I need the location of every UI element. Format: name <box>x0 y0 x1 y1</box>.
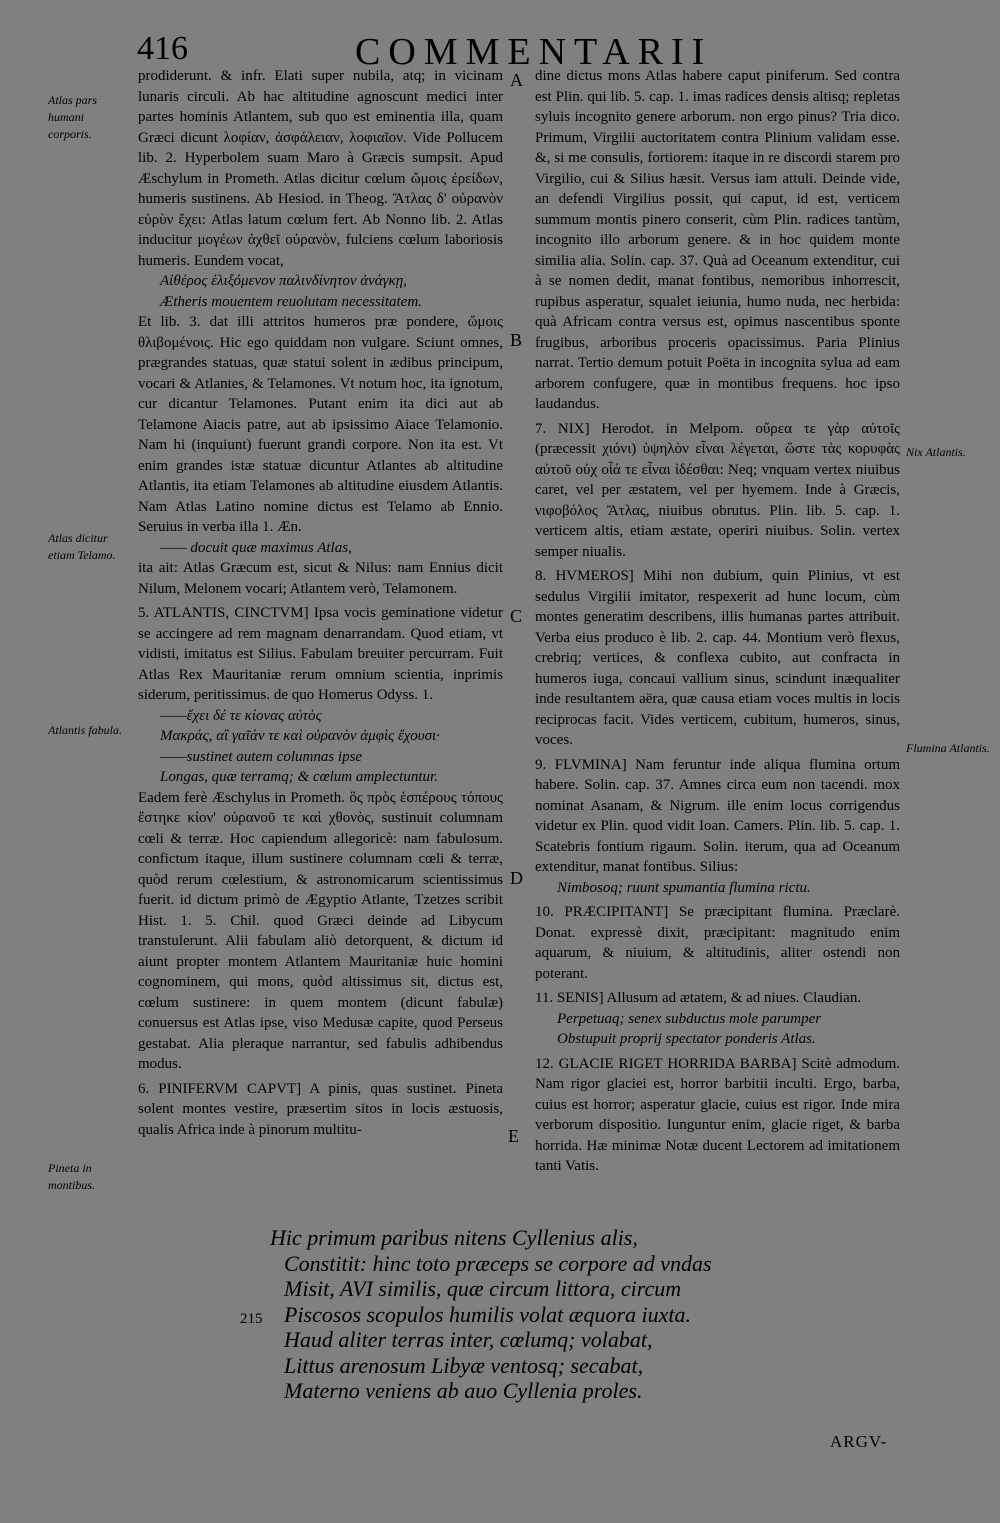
margin-note-flumina-atlantis: Flumina Atlantis. <box>906 741 990 755</box>
quoted-verse: Αἰθέρος ἑλιξόμενον παλινδίνητον ἀνάγκῃ, <box>160 273 407 289</box>
commentary-paragraph: 7. NIX] Herodot. in Melpom. οὔρεα τε γὰρ αὐτοῖς (præcessit χιόνι) ὑψηλὸν εἶναι λέγεται, ὥστε τὰς κορυφὰς αὐτοῦ οὐχ οἷά τε εἶναι ἰδέσθαι: Neq; vnquam vertex niuibus caret, vel per æstatem, vel per hyemem. Inde à Græcis, νιφοβόλος Ἄτλας, niuibus obrutus. Plin. lib. 5. cap. 1. verticem altis, etiam æstate, operiri niuibus. Solin. vertex semper niualis. <box>535 420 900 560</box>
commentary-paragraph: prodiderunt. & infr. Elati super nubila, atq; in vicinam lunaris circuli. Ab hac altitudine agnoscunt medici inter partes hominis Atlantem, sub quo est eminentia illa, quam Græci dicunt λοφίαν, ἀσφάλειαν, λοφιαῖον. Vide Pollucem lib. 2. Hyperbolem suam Maro à Græcis sumpsit. Apud Æschylum in Prometh. Atlas dicitur cœlum ὤμοις ἐρείδων, humeris sustinens. Ab Hesiod. in Theog. Ἄτλας δ' οὐρανὸν εὐρὺν ἔχει: Atlas latum cœlum fert. Ab Nonno lib. 2. Atlas inducitur μογέων ἀχθεῖ οὐρανὸν, fulciens cœlum laboriosis humeris. Eundem vocat, <box>138 68 503 269</box>
poem-line: Constitit: hinc toto præceps se corpore ad vndas <box>284 1250 712 1276</box>
commentary-paragraph: ita ait: Atlas Græcum est, sicut & Nilus: nam Ennius dicit Nilum, Melonem vocari; Atlantem verò, Telamonem. <box>138 560 503 597</box>
page-number: 416 <box>137 30 188 67</box>
quoted-verse: Ætheris mouentem reuolutam necessitatem. <box>160 293 422 310</box>
commentary-paragraph: Eadem ferè Æschylus in Prometh. ὃς πρὸς ἑσπέρους τόπους ἕστηκε κίον' οὐρανοῦ τε καὶ χθονὸς, sustinuit columnam cœli & terræ. Hoc capiendum allegoricè: nam fabulosum. confictum itaque, illum sustinere columnam cœli & terræ, quòd rerum cœlestium, & astronomicarum scientissimus fuerit. id dictum primò de Ægyptio Atlante, Tzetzes scribit Hist. 1. 5. Chil. quod Græci deinde ad Libycum transtulerunt. Alii fabulam aliò detorquent, & dictum id aiunt propter montem Atlantem Mauritaniæ huic homini cognominem, qui mons, quòd altissimus sit, dictus est, cœlum sustinere: in quem montem (dicunt fabulæ) conuersus est Atlas ipse, viso Medusæ capite, quod Perseus gestabat. Alia pleraque narrantur, sed fabulis adhibendus modus. <box>138 789 503 1072</box>
poem-line-text: Piscosos scopulos humilis volat æquora iuxta. <box>284 1301 691 1327</box>
margin-note-atlas-pars: Atlas pars humani corporis. <box>48 93 98 141</box>
commentary-paragraph: 6. PINIFERVM CAPVT] A pinis, quas sustinet. Pineta solent montes vestire, præsertim sitos in locis æstuosis, qualis Africa inde à pinorum multitu- <box>138 1080 503 1138</box>
commentary-paragraph: 12. GLACIE RIGET HORRIDA BARBA] Scitè admodum. Nam rigor glaciei est, horror barbitii inculti. Ergo, barba, cuius est horror; asperatur glacie, cuius est rigor. Inde mira verborum dispositio. Iunguntur enim, glacie riget, & barba horrida. Hæ minimæ Notæ ducent Lectorem ad imitationem tanti Vatis. <box>535 1055 900 1174</box>
right-text-column <box>535 66 900 1177</box>
line-number: 215 <box>240 1310 263 1327</box>
poem-block <box>240 1225 930 1404</box>
margin-note-pineta: Pineta in montibus. <box>48 1161 96 1192</box>
commentary-paragraph: 5. ATLANTIS, CINCTVM] Ipsa vocis geminatione videtur se accingere ad rem magnam denarrandam. Quod etiam, vt vidisti, imitatus est Silius. Fabulam breuiter percurram. Fuit Atlas Rex Mauritaniæ rerum omnium scientia, inprimis siderum, peritissimus. de quo Homerus Odyss. 1. <box>138 605 503 703</box>
running-title: COMMENTARII <box>355 31 713 73</box>
margin-note-atlantis-fabula: Atlantis fabula. <box>48 723 123 737</box>
commentary-paragraph: 9. FLVMINA] Nam feruntur inde aliqua flumina ortum habere. Solin. cap. 37. Amnes circa eum non tacendi. mox nominat Asanam, & Nigrum. ille enim locus corrigendus videtur ex Plin. quod vidit Ioan. Camers. Plin. lib. 5. cap. 1. Scatebris fontium rigaum. Solin. iterum, qua ad Oceanum extenditur, manat fontibus. Silius: <box>535 756 900 875</box>
quoted-verse: Nimbosoq; ruunt spumantia flumina rictu. <box>557 879 811 896</box>
commentary-paragraph: 11. SENIS] Allusum ad ætatem, & ad niues. Claudian. <box>535 990 862 1006</box>
commentary-paragraph: Et lib. 3. dat illi attritos humeros præ pondere, ὤμοις θλιβομένοις. Hic ego quiddam non vulgare. Sciunt omnes, prægrandes statuas, quæ statui solent in ædibus principum, vocari & Atlantes, & Telamones. Vt notum hoc, ita ignotum, cur dicantur Telamones. Putant enim ita dici aut ab Telamone Aiacis patre, aut ab ipsissimo Aiace Telamonio. Nam hi (inquiunt) fuerunt grandi corpore. Non ita est. Vt enim grandes istæ statuæ dicuntur Atlantes ab altitudine Atlantis, ita etiam Telamones ab altitudine eiusdem Atlantis. Nam Atlas Latino nomine dictus est Telamo ab Ennio. Seruius in verba illa 1. Æn. <box>138 314 503 535</box>
section-letter-a: A <box>510 70 523 90</box>
commentary-paragraph: 10. PRÆCIPITANT] Se præcipitant flumina. Præclarè. Donat. expressè dixit, præcipitant: magnitudo enim aquarum, & niuium, & altitudinis, aliter ostendi non poterant. <box>535 904 900 982</box>
quoted-verse: Μακράς, αἳ γαῖάν τε καὶ οὐρανὸν ἀμφὶς ἔχουσι· <box>160 728 440 744</box>
quoted-verse: ——sustinet autem columnas ipse <box>160 748 363 765</box>
quoted-verse: ——ἔχει δέ τε κίονας αὐτὸς <box>160 707 322 724</box>
poem-line: Haud aliter terras inter, cœlumq; volabat, <box>284 1327 653 1352</box>
quoted-verse: Longas, quæ terramq; & cœlum amplectuntur. <box>160 769 438 785</box>
quoted-verse: —— docuit quæ maximus Atlas, <box>160 539 352 556</box>
catchword: ARGV- <box>830 1432 888 1451</box>
poem-line: Littus arenosum Libyæ ventosq; secabat, <box>284 1352 644 1378</box>
left-text-column <box>138 66 503 1140</box>
section-letter-c: C <box>510 606 523 626</box>
commentary-paragraph: 8. HVMEROS] Mihi non dubium, quin Plinius, vt est sedulus Virgilii imitator, respexerit ad hunc locum, cùm montes generatim describens, illis humanas partes attribuit. Verba eius produco è lib. 2. cap. 44. Montium verò flexus, crebriq; vertices, & conflexa cubito, aut confracta in humeros iuga, concaui vallium sinus, scindunt inæqualiter inde resultantem aëra, quæ causa etiam voces multis in locis reciprocas facit. Vides verticem, cubitum, humeros, sinus, voces. <box>535 568 900 748</box>
section-letter-e: E <box>508 1126 519 1146</box>
margin-note-nix-atlantis: Nix Atlantis. <box>906 445 966 459</box>
poem-line: Hic primum paribus nitens Cyllenius alis, <box>270 1225 638 1250</box>
commentary-paragraph: dine dictus mons Atlas habere caput piniferum. Sed contra est Plin. qui lib. 5. cap. 1. imas radices densis altisq; repletas syluis incognito genere arborum. non ergo pinus? Tria dico. Primum, Virgilii auctoritatem contra Plinium validam esse. &, si me consulis, fortiorem: itaque in re discordi starem pro Virgilio, cui & Silius hæsit. Versus iam attuli. Deinde vide, an defendi Virgilius possit, qui caput, id est, verticem summum montis pinero conserit, cùm Plin. radices tantùm, incognito illo arborum genere. & in hoc quidem monte similia alia. Solin. cap. 37. Quà ad Oceanum extenditur, cui à se nomen dedit, manat fontibus, nemoribus inhorrescit, rupibus asperatur, squalet ieiunia, humo nuda, nec herbida: quà Africam contra versus est, opimus nascentibus sponte frugibus, arboribus proceris opacissimus. Paria Plinius narrat. Tertio demum potuit Poëta in incognita sylua ad eam arborem confugere, quæ in montibus frequens. hoc ipso laudandus. <box>535 68 900 412</box>
poem-line: Materno veniens ab auo Cyllenia proles. <box>284 1378 643 1403</box>
poem-line: Misit, AVI similis, quæ circum littora, circum <box>284 1276 682 1301</box>
quoted-verse: Obstupuit proprij spectator ponderis Atlas. <box>557 1031 816 1047</box>
poem-line-numbered <box>240 1301 930 1328</box>
section-letter-b: B <box>510 330 523 350</box>
quoted-verse: Perpetuaq; senex subductus mole parumper <box>557 1010 822 1027</box>
section-letter-d: D <box>510 868 523 888</box>
margin-note-atlas-telamo: Atlas dicitur etiam Telamo. <box>48 531 116 562</box>
